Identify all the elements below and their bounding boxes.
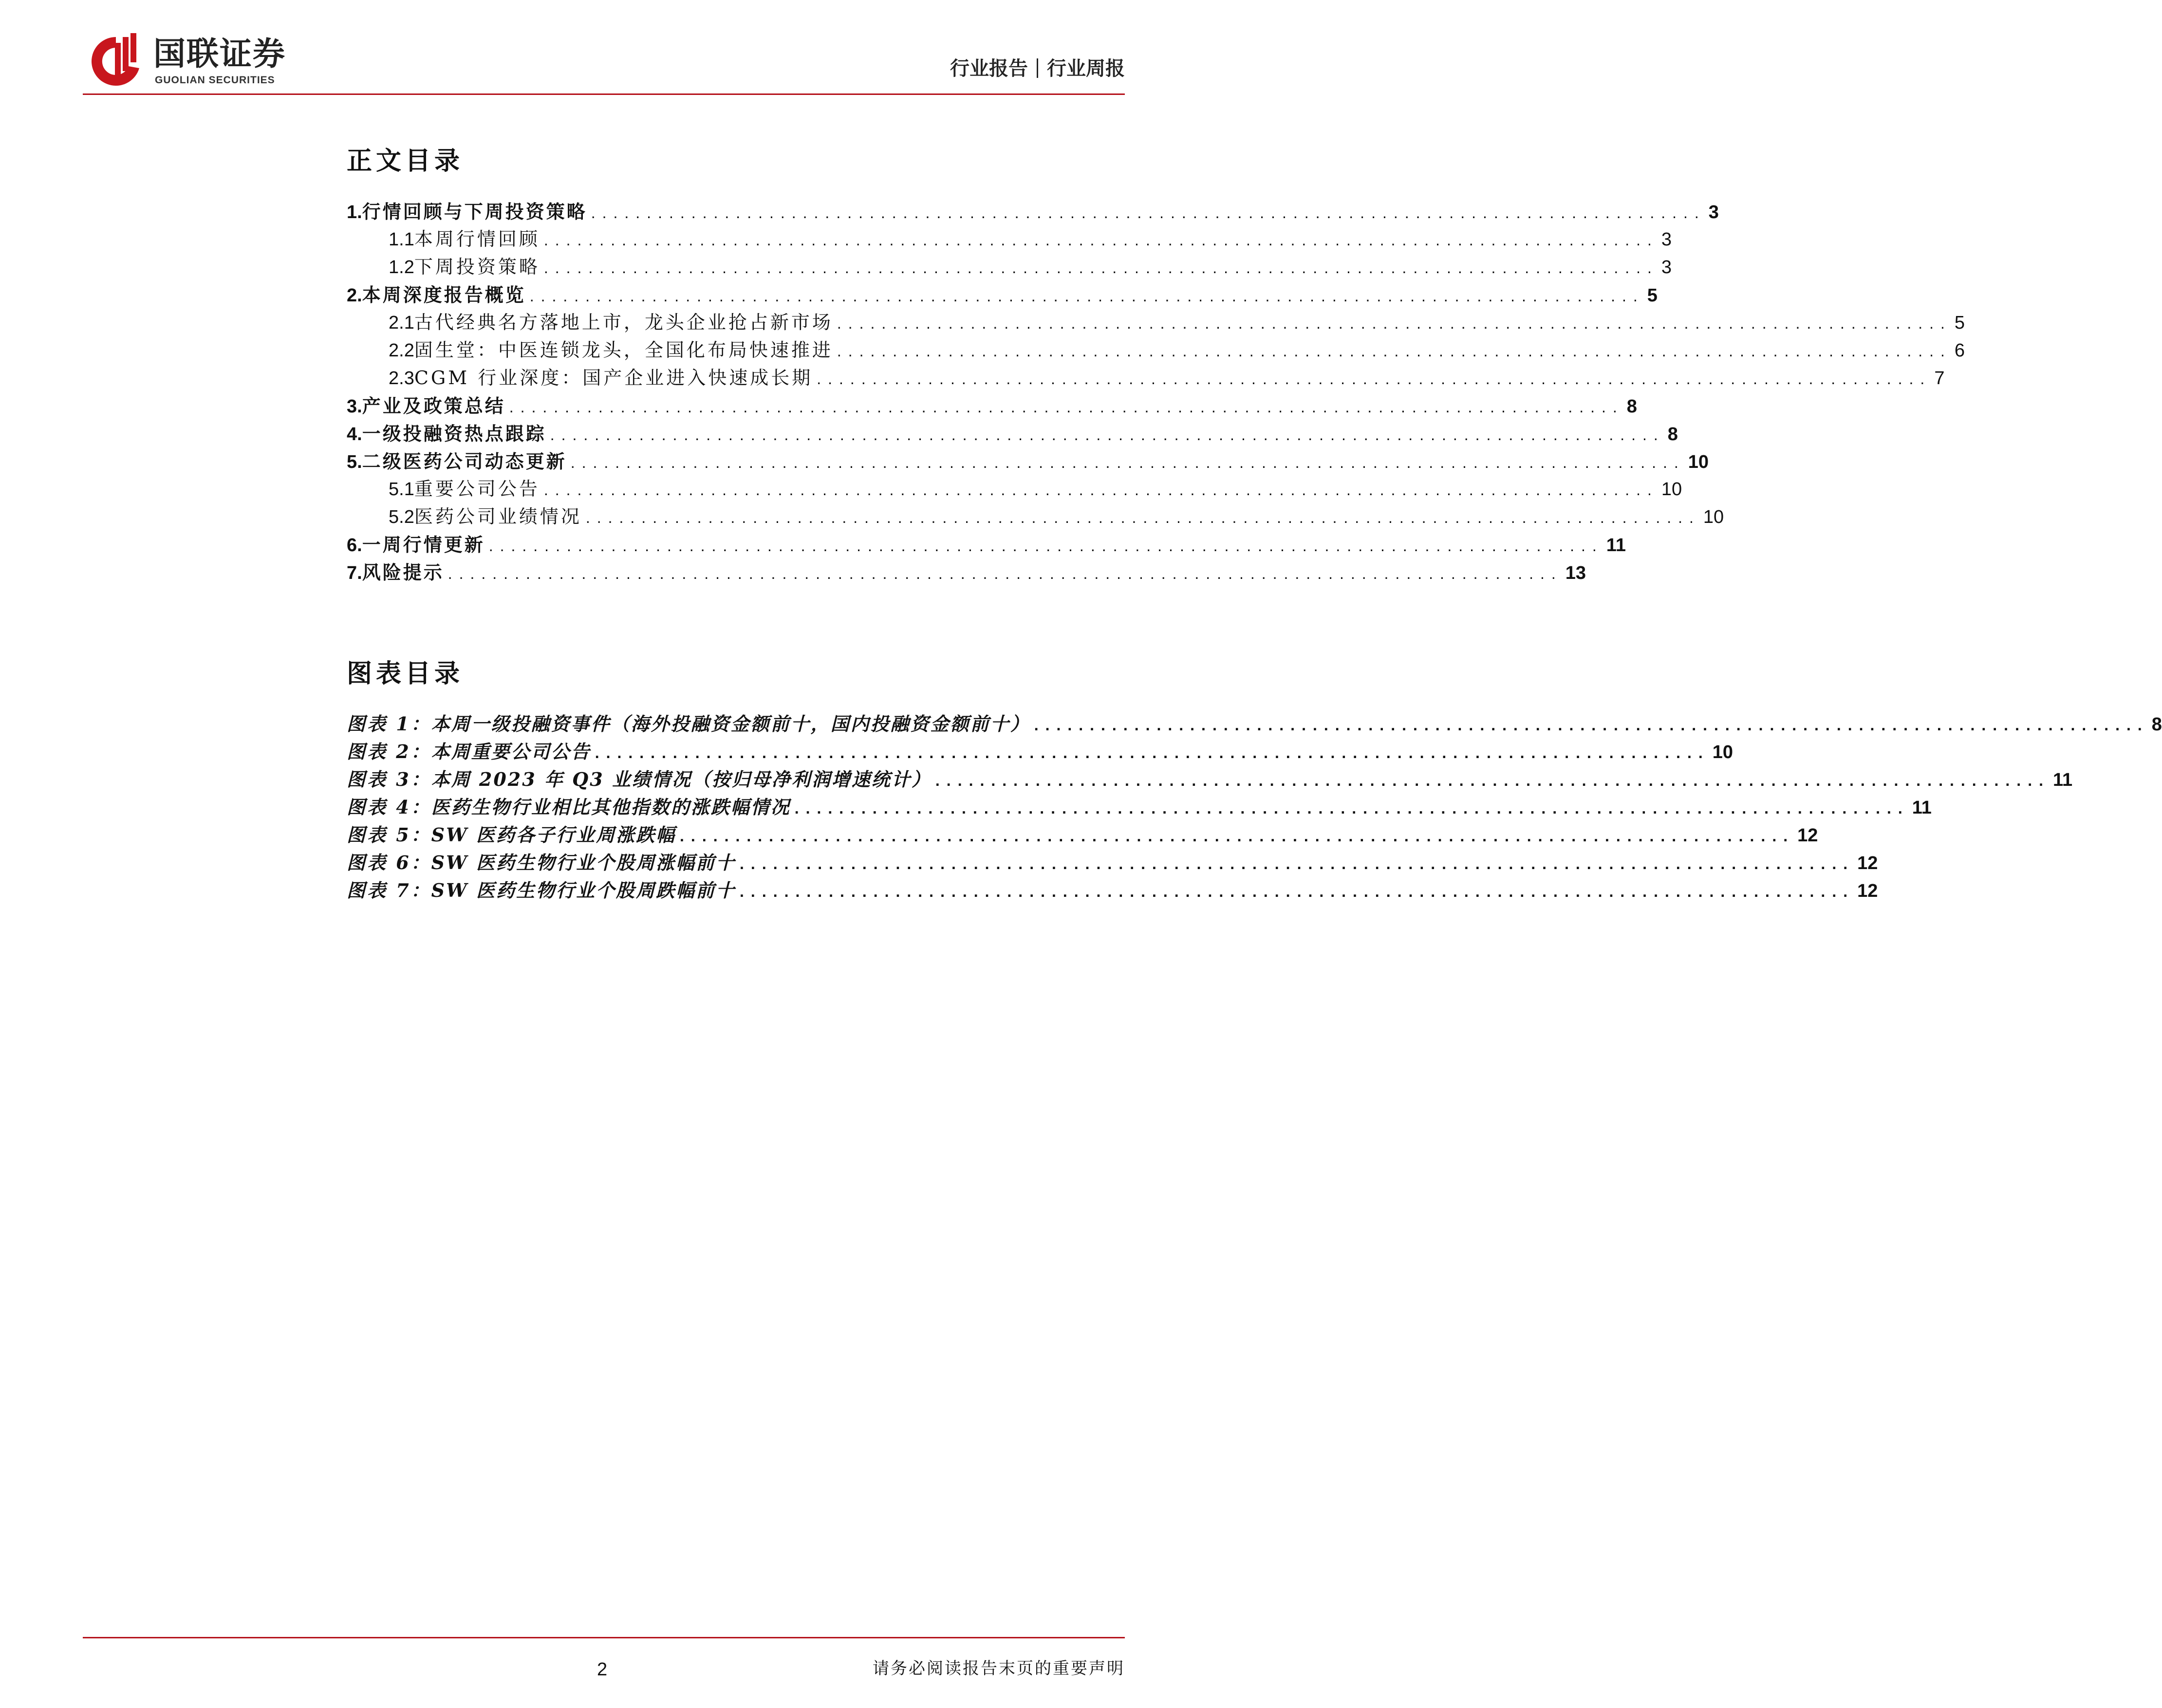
toc-entry-page: 3 xyxy=(1661,257,1672,278)
dot-leader: .................................................................................................... xyxy=(740,855,1855,873)
figure-entry-label: 本周 2023 年 Q3 业绩情况（按归母净利润增速统计） xyxy=(431,768,932,790)
dot-leader: .................................................................................................... xyxy=(529,287,1644,305)
toc-entry[interactable] xyxy=(347,531,1626,558)
toc-entry-number: 1. xyxy=(347,202,362,223)
dot-leader: .................................................................................................... xyxy=(488,537,1603,555)
toc-entry-label: 本周行情回顾 xyxy=(414,228,540,250)
toc-entry[interactable] xyxy=(347,198,1719,225)
figure-entry[interactable] xyxy=(347,710,2162,738)
header-divider xyxy=(83,93,1125,95)
brand-name-english: GUOLIAN SECURITIES xyxy=(155,74,275,86)
toc-entry-label: 本周深度报告概览 xyxy=(362,284,526,306)
dot-leader: .................................................................................................... xyxy=(595,744,1710,761)
dot-leader: .................................................................................................... xyxy=(543,481,1659,499)
report-type: 行业报告 xyxy=(950,57,1028,80)
toc-entry-page: 8 xyxy=(1626,396,1637,417)
toc-entry-label: 二级医药公司动态更新 xyxy=(362,450,567,472)
dot-leader: .................................................................................................... xyxy=(794,799,1909,817)
figure-entry-label: SW 医药生物行业个股周涨幅前十 xyxy=(431,852,736,873)
toc-entry[interactable] xyxy=(347,336,1965,364)
dot-leader: .................................................................................................... xyxy=(509,398,1624,416)
toc-entry-label: 下周投资策略 xyxy=(414,256,540,278)
page-number: 2 xyxy=(597,1659,608,1680)
toc-entry-number: 4. xyxy=(347,424,362,445)
figure-entry-label: 本周重要公司公告 xyxy=(431,741,591,762)
figure-entry-page: 10 xyxy=(1712,742,1733,762)
toc-entry[interactable] xyxy=(347,281,1658,309)
toc-entry-label: 风险提示 xyxy=(362,561,444,583)
toc-entry[interactable] xyxy=(347,420,1678,447)
toc-entry-page: 3 xyxy=(1708,202,1719,223)
toc-entry-label: 固生堂：中医连锁龙头，全国化布局快速推进 xyxy=(414,339,833,361)
toc-entry-page: 8 xyxy=(1667,424,1678,445)
figure-entry[interactable] xyxy=(347,793,1932,821)
dot-leader: .................................................................................................... xyxy=(447,565,1563,582)
dot-leader: .................................................................................................... xyxy=(570,454,1685,471)
toc-entry-label: 一周行情更新 xyxy=(362,534,485,556)
toc-entry-label: 重要公司公告 xyxy=(414,478,540,500)
brand-name: 国联证券 xyxy=(153,35,286,73)
figure-entry-prefix: 图表 6： xyxy=(347,852,431,873)
toc-entry-page: 5 xyxy=(1647,285,1658,306)
toc-entry[interactable] xyxy=(347,309,1965,336)
figure-entry-prefix: 图表 7： xyxy=(347,879,431,901)
figure-entry-prefix: 图表 4： xyxy=(347,796,431,818)
toc-entry-page: 10 xyxy=(1703,507,1724,527)
dot-leader: .................................................................................................... xyxy=(1034,716,2149,734)
figure-entry-label: SW 医药各子行业周涨跌幅 xyxy=(431,824,676,846)
figure-entry[interactable] xyxy=(347,849,1878,876)
figure-entry-page: 11 xyxy=(2052,770,2073,790)
toc-entry-page: 5 xyxy=(1954,313,1965,333)
toc-entry-page: 13 xyxy=(1565,563,1586,583)
figure-entry[interactable] xyxy=(347,876,1878,904)
figure-entry-page: 11 xyxy=(1912,798,1932,818)
toc-entry-number: 5. xyxy=(347,452,362,472)
dot-leader: .................................................................................................... xyxy=(550,426,1665,444)
toc-entry-number: 7. xyxy=(347,563,362,583)
toc-entry[interactable] xyxy=(347,558,1586,586)
page-header xyxy=(83,27,1125,95)
toc-entry[interactable] xyxy=(347,503,1724,531)
report-type-tag xyxy=(950,58,1125,78)
figure-entry-prefix: 图表 2： xyxy=(347,741,431,762)
guolian-logo-icon xyxy=(87,32,145,91)
tag-divider xyxy=(1037,58,1038,78)
dot-leader: .................................................................................................... xyxy=(740,883,1855,900)
toc-entry-number: 6. xyxy=(347,535,362,556)
toc-entry-label: 一级投融资热点跟踪 xyxy=(362,423,546,445)
figures-toc-title: 图表目录 xyxy=(347,659,464,688)
toc-entry-label: 医药公司业绩情况 xyxy=(414,506,582,527)
table-of-contents xyxy=(347,198,1965,586)
figure-entry-page: 8 xyxy=(2151,714,2162,735)
toc-entry[interactable] xyxy=(347,475,1682,503)
dot-leader: .................................................................................................... xyxy=(837,315,1952,332)
dot-leader: .................................................................................................... xyxy=(591,204,1706,222)
figure-entry[interactable] xyxy=(347,765,2073,793)
figure-entry-prefix: 图表 5： xyxy=(347,824,431,846)
toc-entry-page: 10 xyxy=(1661,479,1682,500)
disclaimer-note: 请务必阅读报告末页的重要声明 xyxy=(873,1659,1125,1678)
toc-entry[interactable] xyxy=(347,364,1945,392)
toc-entry[interactable] xyxy=(347,253,1672,281)
toc-entry[interactable] xyxy=(347,225,1672,253)
figure-entry-label: 本周一级投融资事件（海外投融资金额前十，国内投融资金额前十） xyxy=(431,713,1030,735)
toc-entry-number: 3. xyxy=(347,396,362,417)
toc-entry-page: 7 xyxy=(1934,368,1945,389)
toc-title: 正文目录 xyxy=(347,146,464,176)
figure-entry[interactable] xyxy=(347,738,1733,765)
toc-entry-page: 11 xyxy=(1606,535,1626,556)
figure-entry-page: 12 xyxy=(1857,881,1878,901)
figure-entry[interactable] xyxy=(347,821,1818,849)
figures-list xyxy=(347,710,2162,904)
footer-divider xyxy=(83,1637,1125,1638)
figure-entry-label: SW 医药生物行业个股周跌幅前十 xyxy=(431,879,736,901)
dot-leader: .................................................................................................... xyxy=(543,259,1659,277)
toc-entry-label: 行情回顾与下周投资策略 xyxy=(362,201,587,223)
toc-entry-page: 6 xyxy=(1954,340,1965,361)
toc-entry-number: 2.2 xyxy=(389,340,414,361)
toc-entry-page: 3 xyxy=(1661,229,1672,250)
figure-entry-page: 12 xyxy=(1797,825,1818,846)
toc-entry-number: 2.1 xyxy=(389,313,414,333)
toc-entry-number: 1.1 xyxy=(389,229,414,250)
toc-entry-number: 5.2 xyxy=(389,507,414,527)
toc-entry[interactable] xyxy=(347,392,1637,420)
toc-entry-label: 古代经典名方落地上市，龙头企业抢占新市场 xyxy=(414,312,833,333)
dot-leader: .................................................................................................... xyxy=(817,370,1932,388)
figure-entry-page: 12 xyxy=(1857,853,1878,873)
toc-entry-number: 1.2 xyxy=(389,257,414,278)
dot-leader: .................................................................................................... xyxy=(935,772,2050,789)
toc-entry-number: 5.1 xyxy=(389,479,414,500)
dot-leader: .................................................................................................... xyxy=(680,827,1795,845)
dot-leader: .................................................................................................... xyxy=(837,342,1952,360)
toc-entry[interactable] xyxy=(347,447,1709,475)
report-subtype: 行业周报 xyxy=(1047,57,1125,80)
toc-entry-label: CGM 行业深度：国产企业进入快速成长期 xyxy=(414,367,813,389)
toc-entry-number: 2.3 xyxy=(389,368,414,389)
toc-entry-label: 产业及政策总结 xyxy=(362,395,505,417)
toc-entry-number: 2. xyxy=(347,285,362,306)
toc-entry-page: 10 xyxy=(1688,452,1709,472)
figure-entry-prefix: 图表 1： xyxy=(347,713,431,735)
dot-leader: .................................................................................................... xyxy=(543,231,1659,249)
figure-entry-label: 医药生物行业相比其他指数的涨跌幅情况 xyxy=(431,796,791,818)
figure-entry-prefix: 图表 3： xyxy=(347,768,431,790)
dot-leader: .................................................................................................... xyxy=(585,509,1700,526)
